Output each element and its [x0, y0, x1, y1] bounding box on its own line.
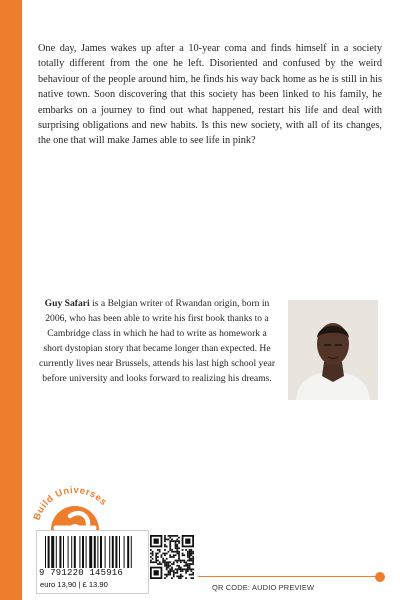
isbn-barcode	[45, 536, 141, 568]
qr-divider-dot	[375, 572, 385, 582]
author-bio-text: is a Belgian writer of Rwandan origin, born in 2006, who has been able to write his first book thanks to a Cambridge class in which he had to write as homework a short dystopian story that became longer than expected. He currently lives near Brussels, attends his last high school year before university and looks forward to realizing his dreams.	[38, 298, 276, 384]
qr-divider-line	[198, 576, 380, 577]
publisher-name: Build Universes	[31, 484, 110, 522]
price-text: euro 13,90 | £ 13.90	[40, 580, 108, 589]
author-portrait-image	[288, 300, 378, 400]
qr-code-label: QR CODE: AUDIO PREVIEW	[212, 583, 315, 592]
author-photo	[288, 300, 378, 400]
left-accent-stripe	[0, 0, 22, 600]
isbn-number: 9 791220 145916	[39, 568, 124, 578]
qr-code[interactable]	[150, 535, 194, 579]
author-bio	[38, 297, 276, 386]
barcode-label	[36, 530, 149, 594]
author-name: Guy Safari	[44, 298, 90, 309]
book-blurb: One day, James wakes up after a 10-year coma and finds himself in a society totally different from the one he left. Disoriented and confused by the weird behaviour of the people around him, he finds his way back home as he is still in his native town. Soon discovering that this society has been linked to his family, he embarks on a journey to find out what happened, restart his life and deal with surprising obligations and new habits. Is this new society, with all of its changes, the one that will make James able to see life in pink?	[38, 43, 382, 147]
